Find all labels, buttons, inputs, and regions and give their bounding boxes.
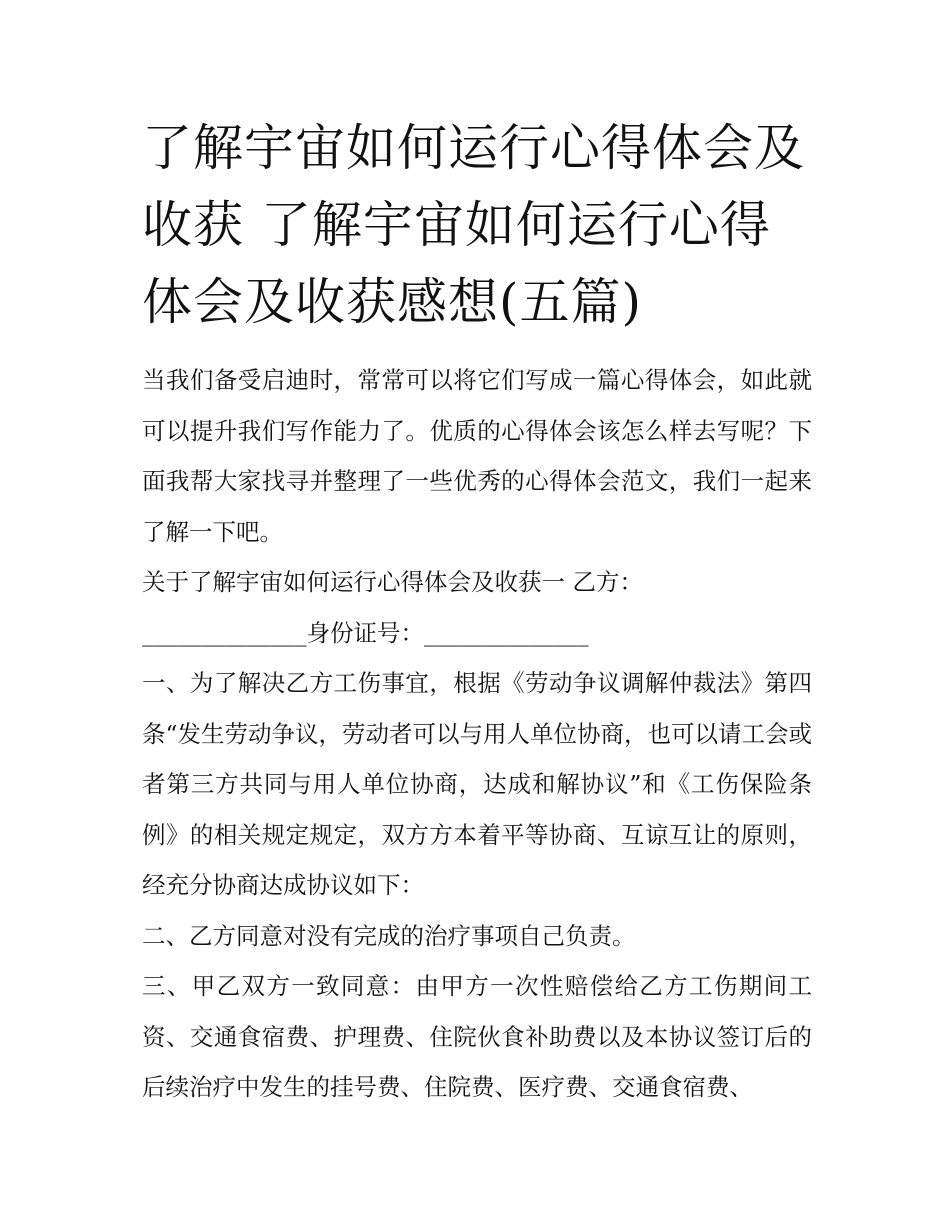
clause-three: 三、甲乙双方一致同意：由甲方一次性赔偿给乙方工伤期间工资、交通食宿费、护理费、住院伙食补助费以及本协议签订后的后续治疗中发生的挂号费、住院费、医疗费、交通食宿费、: [142, 972, 812, 1101]
id-number-line: ______________身份证号：______________: [142, 618, 589, 647]
document-title: 了解宇宙如何运行心得体会及收获 了解宇宙如何运行心得体会及收获感想(五篇): [142, 119, 805, 331]
document-body: [142, 355, 812, 1113]
clause-one: 一、为了解决乙方工伤事宜，根据《劳动争议调解仲裁法》第四条“发生劳动争议，劳动者可以与用人单位协商，也可以请工会或者第三方共同与用人单位协商，达成和解协议”和《工伤保险条例》的相关规定规定，双方方本着平等协商、互谅互让的原则，经充分协商达成协议如下：: [142, 669, 813, 899]
section-heading: 关于了解宇宙如何运行心得体会及收获一 乙方：: [142, 568, 643, 596]
intro-paragraph: 当我们备受启迪时，常常可以将它们写成一篇心得体会，如此就可以提升我们写作能力了。优质的心得体会该怎么样去写呢？下面我帮大家找寻并整理了一些优秀的心得体会范文，我们一起来了解一下吧。: [142, 366, 812, 546]
clause-two: 二、乙方同意对没有完成的治疗事项自己负责。: [142, 921, 636, 950]
